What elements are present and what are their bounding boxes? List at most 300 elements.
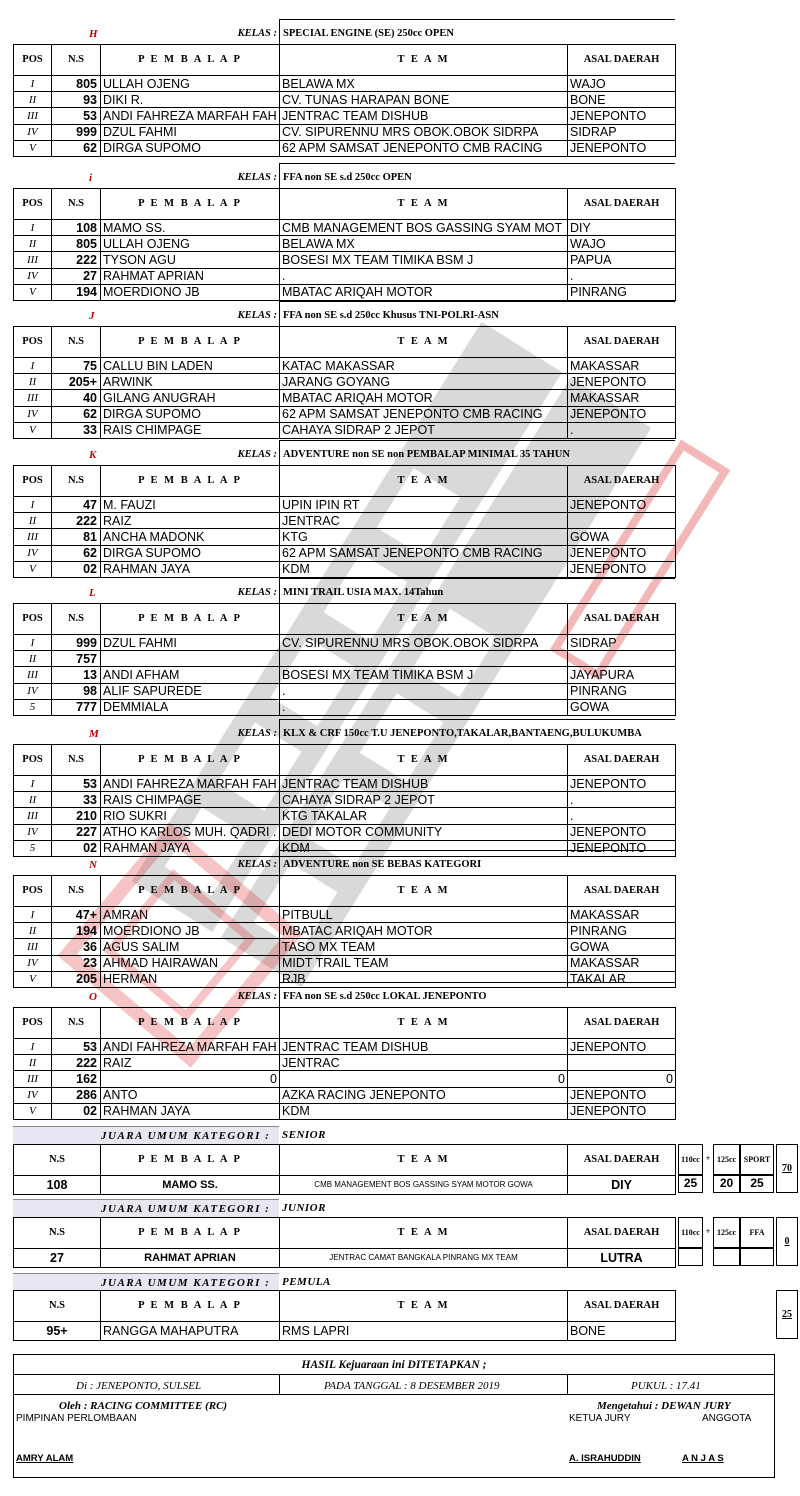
cell-ns: 999 (52, 124, 101, 140)
cell-ns: 222 (52, 513, 101, 529)
cell-region: 0 (568, 1071, 676, 1087)
col-rider: P E M B A L A P (101, 466, 280, 497)
juara-title-pemula: JUARA UMUM KATEGORI : (13, 1273, 279, 1291)
cell-pos: II (14, 1055, 52, 1071)
results-table (13, 465, 676, 578)
cell-team: 62 APM SAMSAT JENEPONTO CMB RACING (280, 406, 568, 422)
cell-pos: II (14, 923, 52, 939)
table-row (14, 422, 676, 438)
cell-rider: DEMMIALA (101, 699, 280, 715)
col-region: ASAL DAERAH (568, 745, 676, 776)
col-rider: P E M B A L A P (101, 604, 280, 635)
cell-pos: 5 (14, 699, 52, 715)
table-row (14, 406, 676, 422)
cell-region (568, 513, 676, 529)
cell-pos: IV (14, 124, 52, 140)
footer-box (13, 1354, 775, 1478)
cell-ns: 33 (52, 422, 101, 438)
cell-pos: I (14, 358, 52, 374)
table-row (14, 651, 676, 667)
juara-cat-junior: JUNIOR (282, 1202, 326, 1214)
cell-pos: I (14, 1039, 52, 1055)
senior-v3: 25 (740, 1175, 774, 1193)
table-row (14, 513, 676, 529)
senior-total: 70 (776, 1144, 798, 1193)
col-region: ASAL DAERAH (568, 604, 676, 635)
juara-senior-table (13, 1144, 676, 1195)
juara-pemula-table: N.S P E M B A L A P T E A M ASAL DAERAH 95+ RANGGA MAHAPUTRA RMS LAPRI BONE (13, 1290, 676, 1341)
col-pos: POS (14, 327, 52, 358)
junior-plus: + (705, 1227, 711, 1236)
cell-region: . (568, 792, 676, 808)
class-header (13, 578, 675, 603)
cell-rider: RAIZ (101, 513, 280, 529)
cell-ns: 194 (52, 923, 101, 939)
cell-team: CV. TUNAS HARAPAN BONE (280, 92, 568, 108)
cell-region: JENEPONTO (568, 406, 676, 422)
table-row (14, 497, 676, 513)
cell-region: . (568, 422, 676, 438)
cell-team: PITBULL (280, 907, 568, 923)
kelas-label: KELAS : (237, 991, 277, 1002)
table-row (14, 390, 676, 406)
class-letter: O (89, 991, 97, 1003)
col-pos: POS (14, 189, 52, 220)
cell-region (568, 1055, 676, 1071)
cell-ns: 02 (52, 1103, 101, 1119)
cell-ns: 62 (52, 406, 101, 422)
cell-region: PAPUA (568, 252, 676, 268)
col-team: T E A M (280, 466, 568, 497)
footer-sig1: AMRY ALAM (16, 1453, 74, 1464)
class-section (13, 578, 675, 716)
cell-pos: I (14, 497, 52, 513)
cell-rider: ATHO KARLOS MUH. QADRI . (101, 824, 280, 840)
cell-rider: RIO SUKRI (101, 808, 280, 824)
cell-ns: 162 (52, 1071, 101, 1087)
col-team: T E A M (280, 45, 568, 76)
junior-v1 (678, 1248, 703, 1266)
cell-pos: II (14, 651, 52, 667)
cell-pos: 5 (14, 840, 52, 856)
cell-pos: IV (14, 955, 52, 971)
table-row (14, 776, 676, 792)
pemula-team: RMS LAPRI (280, 1322, 568, 1341)
cell-team: JENTRAC (280, 1055, 568, 1071)
cell-region: JENEPONTO (568, 776, 676, 792)
class-header (13, 163, 675, 188)
senior-v1: 25 (678, 1175, 703, 1193)
footer-sig3: A N J A S (682, 1453, 724, 1464)
cell-region: PINRANG (568, 683, 676, 699)
cell-rider: DIRGA SUPOMO (101, 545, 280, 561)
class-letter: K (89, 449, 97, 461)
col-ns: N.S (52, 745, 101, 776)
cell-ns: 805 (52, 236, 101, 252)
table-row (14, 808, 676, 824)
cell-rider: ANDI AFHAM (101, 667, 280, 683)
table-row (14, 374, 676, 390)
cell-team: CAHAYA SIDRAP 2 JEPOT (280, 792, 568, 808)
table-row (14, 358, 676, 374)
col-ns: N.S (52, 45, 101, 76)
junior-region: LUTRA (568, 1249, 676, 1268)
cell-pos: V (14, 1103, 52, 1119)
cell-rider: ULLAH OJENG (101, 236, 280, 252)
table-row (14, 1103, 676, 1119)
cell-rider: ALIF SAPUREDE (101, 683, 280, 699)
col-region: ASAL DAERAH (568, 1145, 676, 1176)
cell-region: MAKASSAR (568, 358, 676, 374)
cell-region: JENEPONTO (568, 840, 676, 856)
cell-team: TASO MX TEAM (280, 939, 568, 955)
cell-rider: TYSON AGU (101, 252, 280, 268)
cell-team: KTG TAKALAR (280, 808, 568, 824)
cell-team: RJB (280, 971, 568, 987)
col-rider: P E M B A L A P (101, 189, 280, 220)
cell-region: WAJO (568, 76, 676, 92)
cell-rider: MOERDIONO JB (101, 923, 280, 939)
cell-region: PINRANG (568, 923, 676, 939)
cell-pos: V (14, 971, 52, 987)
juara-junior-table: N.S P E M B A L A P T E A M ASAL DAERAH 27 RAHMAT APRIAN JENTRAC CAMAT BANGKALA PINRANG MX TEAM LUTRA (13, 1217, 676, 1268)
junior-c2: 125cc (713, 1217, 740, 1248)
cell-region: JENEPONTO (568, 108, 676, 124)
cell-ns: 40 (52, 390, 101, 406)
table-row (14, 252, 676, 268)
cell-region: JENEPONTO (568, 374, 676, 390)
cell-rider: AGUS SALIM (101, 939, 280, 955)
cell-rider: GILANG ANUGRAH (101, 390, 280, 406)
cell-region: JENEPONTO (568, 1103, 676, 1119)
pemula-rider: RANGGA MAHAPUTRA (101, 1322, 280, 1341)
footer-oleh: Oleh : RACING COMMITTEE (RC) (59, 1400, 228, 1412)
class-name: KLX & CRF 150cc T.U JENEPONTO,TAKALAR,BANTAENG,BULUKUMBA (279, 719, 675, 744)
cell-pos: I (14, 907, 52, 923)
cell-team: CV. SIPURENNU MRS OBOK.OBOK SIDRPA (280, 124, 568, 140)
table-row (14, 792, 676, 808)
pemula-ns: 95+ (14, 1322, 101, 1341)
col-ns: N.S (52, 327, 101, 358)
cell-ns: 02 (52, 561, 101, 577)
col-pos: POS (14, 876, 52, 907)
col-pos: POS (14, 745, 52, 776)
footer-ketua: KETUA JURY (569, 1413, 631, 1424)
cell-team: DEDI MOTOR COMMUNITY (280, 824, 568, 840)
class-header (13, 301, 675, 326)
cell-ns: 23 (52, 955, 101, 971)
cell-rider: RAHMAN JAYA (101, 561, 280, 577)
cell-region: JENEPONTO (568, 1087, 676, 1103)
juara-cat-pemula: PEMULA (282, 1276, 331, 1288)
cell-rider: ARWINK (101, 374, 280, 390)
col-rider: P E M B A L A P (101, 745, 280, 776)
class-name: MINI TRAIL USIA MAX. 14Tahun (279, 578, 675, 603)
cell-region: BONE (568, 92, 676, 108)
footer-title: HASIL Kejuaraan ini DITETAPKAN ; (14, 1355, 774, 1375)
cell-pos: IV (14, 824, 52, 840)
kelas-label: KELAS : (237, 310, 277, 321)
table-row (14, 1039, 676, 1055)
cell-pos: III (14, 390, 52, 406)
table-row (14, 268, 676, 284)
table-row (14, 284, 676, 300)
col-ns: N.S (52, 189, 101, 220)
cell-ns: 999 (52, 635, 101, 651)
cell-ns: 222 (52, 252, 101, 268)
class-header (13, 982, 675, 1007)
col-rider: P E M B A L A P (101, 45, 280, 76)
cell-region: SIDRAP (568, 124, 676, 140)
kelas-label: KELAS : (237, 449, 277, 460)
junior-total: 0 (776, 1217, 798, 1266)
table-row (14, 955, 676, 971)
junior-v2 (713, 1248, 740, 1266)
class-header (13, 19, 675, 44)
cell-ns: 53 (52, 108, 101, 124)
cell-rider: DIRGA SUPOMO (101, 406, 280, 422)
class-section (13, 982, 675, 1120)
col-region: ASAL DAERAH (568, 327, 676, 358)
cell-ns: 53 (52, 776, 101, 792)
cell-rider: ANDI FAHREZA MARFAH FAH (101, 1039, 280, 1055)
cell-rider: RAIS CHIMPAGE (101, 792, 280, 808)
cell-region: MAKASSAR (568, 955, 676, 971)
table-row (14, 529, 676, 545)
cell-team: JARANG GOYANG (280, 374, 568, 390)
cell-rider: ANDI FAHREZA MARFAH FAH (101, 776, 280, 792)
cell-pos: IV (14, 268, 52, 284)
cell-pos: V (14, 284, 52, 300)
table-row (14, 824, 676, 840)
juara-title-senior: JUARA UMUM KATEGORI : (13, 1126, 279, 1144)
col-team: T E A M (280, 327, 568, 358)
cell-pos: V (14, 561, 52, 577)
table-row (14, 108, 676, 124)
footer-date: PADA TANGGAL : 8 DESEMBER 2019 (324, 1380, 500, 1392)
cell-rider: MOERDIONO JB (101, 284, 280, 300)
cell-ns: 75 (52, 358, 101, 374)
cell-ns: 210 (52, 808, 101, 824)
cell-region: SIDRAP (568, 635, 676, 651)
cell-ns: 805 (52, 76, 101, 92)
cell-ns: 62 (52, 140, 101, 156)
cell-team: MIDT TRAIL TEAM (280, 955, 568, 971)
cell-ns: 205+ (52, 374, 101, 390)
cell-pos: III (14, 529, 52, 545)
cell-team: . (280, 699, 568, 715)
cell-ns: 286 (52, 1087, 101, 1103)
class-letter: N (89, 859, 97, 871)
pemula-total: 25 (776, 1290, 798, 1339)
cell-rider: RAHMAN JAYA (101, 840, 280, 856)
class-name: ADVENTURE non SE BEBAS KATEGORI (279, 850, 675, 875)
col-ns: N.S (14, 1145, 101, 1176)
table-row (14, 699, 676, 715)
cell-pos: III (14, 252, 52, 268)
senior-c1: 110cc (678, 1144, 703, 1175)
senior-plus: + (705, 1154, 711, 1163)
cell-ns: 757 (52, 651, 101, 667)
senior-region: DIY (568, 1176, 676, 1195)
cell-pos: III (14, 667, 52, 683)
col-team: T E A M (280, 1145, 568, 1176)
cell-team: KDM (280, 1103, 568, 1119)
cell-pos: IV (14, 1087, 52, 1103)
cell-pos: IV (14, 545, 52, 561)
table-row (14, 1087, 676, 1103)
cell-ns: 108 (52, 220, 101, 236)
class-section (13, 850, 675, 988)
table-row (14, 1055, 676, 1071)
col-team: T E A M (280, 876, 568, 907)
col-pos: POS (14, 604, 52, 635)
pemula-region: BONE (568, 1322, 676, 1341)
cell-pos: II (14, 92, 52, 108)
table-row (14, 124, 676, 140)
cell-team: . (280, 683, 568, 699)
cell-ns: 02 (52, 840, 101, 856)
cell-pos: I (14, 635, 52, 651)
cell-team: CMB MANAGEMENT BOS GASSING SYAM MOT (280, 220, 568, 236)
table-row (14, 140, 676, 156)
col-rider: P E M B A L A P (101, 876, 280, 907)
cell-region: . (568, 268, 676, 284)
table-row (14, 561, 676, 577)
cell-team: CAHAYA SIDRAP 2 JEPOT (280, 422, 568, 438)
cell-region: MAKASSAR (568, 390, 676, 406)
cell-team: KATAC MAKASSAR (280, 358, 568, 374)
cell-rider: DIKI R. (101, 92, 280, 108)
cell-rider: AMRAN (101, 907, 280, 923)
class-letter: M (89, 728, 99, 740)
col-pos: POS (14, 466, 52, 497)
cell-rider: DIRGA SUPOMO (101, 140, 280, 156)
table-row (14, 667, 676, 683)
col-region: ASAL DAERAH (568, 45, 676, 76)
cell-rider: RAHMAN JAYA (101, 1103, 280, 1119)
cell-rider: ANDI FAHREZA MARFAH FAH (101, 108, 280, 124)
cell-pos: III (14, 108, 52, 124)
cell-pos: I (14, 220, 52, 236)
cell-rider: CALLU BIN LADEN (101, 358, 280, 374)
cell-team: BOSESI MX TEAM TIMIKA BSM J (280, 667, 568, 683)
cell-team (280, 651, 568, 667)
footer-mengetahui: Mengetahui : DEWAN JURY (597, 1400, 731, 1412)
cell-ns: 93 (52, 92, 101, 108)
class-name: FFA non SE s.d 250cc LOKAL JENEPONTO (279, 982, 675, 1007)
cell-team: 62 APM SAMSAT JENEPONTO CMB RACING (280, 140, 568, 156)
cell-team: AZKA RACING JENEPONTO (280, 1087, 568, 1103)
cell-ns: 53 (52, 1039, 101, 1055)
class-name: ADVENTURE non SE non PEMBALAP MINIMAL 35 TAHUN (279, 440, 675, 465)
cell-rider: 0 (101, 1071, 280, 1087)
cell-pos: III (14, 1071, 52, 1087)
cell-rider: MAMO SS. (101, 220, 280, 236)
results-table (13, 1007, 676, 1120)
cell-team: MBATAC ARIQAH MOTOR (280, 390, 568, 406)
cell-region: PINRANG (568, 284, 676, 300)
footer-time: PUKUL : 17.41 (631, 1380, 701, 1392)
cell-team: BOSESI MX TEAM TIMIKA BSM J (280, 252, 568, 268)
table-row (14, 907, 676, 923)
cell-team: JENTRAC TEAM DISHUB (280, 776, 568, 792)
cell-region (568, 651, 676, 667)
cell-pos: IV (14, 683, 52, 699)
cell-pos: III (14, 808, 52, 824)
kelas-label: KELAS : (237, 587, 277, 598)
cell-team: UPIN IPIN RT (280, 497, 568, 513)
results-table (13, 188, 676, 301)
results-table (13, 744, 676, 857)
cell-region: MAKASSAR (568, 907, 676, 923)
junior-c3: FFA (740, 1217, 774, 1248)
cell-ns: 62 (52, 545, 101, 561)
cell-region: JENEPONTO (568, 497, 676, 513)
cell-team: KTG (280, 529, 568, 545)
senior-c2: 125cc (713, 1144, 740, 1175)
cell-region: TAKALAR (568, 971, 676, 987)
cell-rider: M. FAUZI (101, 497, 280, 513)
table-row (14, 1071, 676, 1087)
table-row (14, 76, 676, 92)
col-rider: P E M B A L A P (101, 327, 280, 358)
class-name: FFA non SE s.d 250cc OPEN (279, 163, 675, 188)
class-section (13, 719, 675, 857)
cell-team: . (280, 268, 568, 284)
results-table (13, 326, 676, 439)
cell-pos: II (14, 792, 52, 808)
col-team: T E A M (280, 189, 568, 220)
table-row (14, 683, 676, 699)
cell-ns: 47 (52, 497, 101, 513)
cell-ns: 194 (52, 284, 101, 300)
cell-region: JENEPONTO (568, 824, 676, 840)
col-ns: N.S (52, 876, 101, 907)
cell-region: JENEPONTO (568, 140, 676, 156)
cell-region: WAJO (568, 236, 676, 252)
cell-ns: 81 (52, 529, 101, 545)
senior-team: CMB MANAGEMENT BOS GASSING SYAM MOTOR GOWA (280, 1176, 568, 1195)
class-section (13, 301, 675, 439)
cell-ns: 27 (52, 268, 101, 284)
class-header (13, 719, 675, 744)
cell-ns: 98 (52, 683, 101, 699)
table-row (14, 635, 676, 651)
cell-region: JENEPONTO (568, 545, 676, 561)
col-ns: N.S (52, 604, 101, 635)
cell-rider (101, 651, 280, 667)
class-letter: J (89, 310, 95, 322)
class-header (13, 850, 675, 875)
juara-cat-senior: SENIOR (282, 1129, 326, 1141)
col-region: ASAL DAERAH (568, 189, 676, 220)
cell-ns: 777 (52, 699, 101, 715)
col-region: ASAL DAERAH (568, 1008, 676, 1039)
footer-anggota: ANGGOTA (702, 1413, 752, 1424)
col-rider: P E M B A L A P (101, 1145, 280, 1176)
cell-ns: 222 (52, 1055, 101, 1071)
cell-team: BELAWA MX (280, 76, 568, 92)
cell-rider: RAIS CHIMPAGE (101, 422, 280, 438)
table-row (14, 923, 676, 939)
senior-c3: SPORT (740, 1144, 774, 1175)
cell-team: JENTRAC (280, 513, 568, 529)
cell-ns: 47+ (52, 907, 101, 923)
cell-region: JENEPONTO (568, 561, 676, 577)
junior-v3 (740, 1248, 774, 1266)
cell-team: KDM (280, 561, 568, 577)
